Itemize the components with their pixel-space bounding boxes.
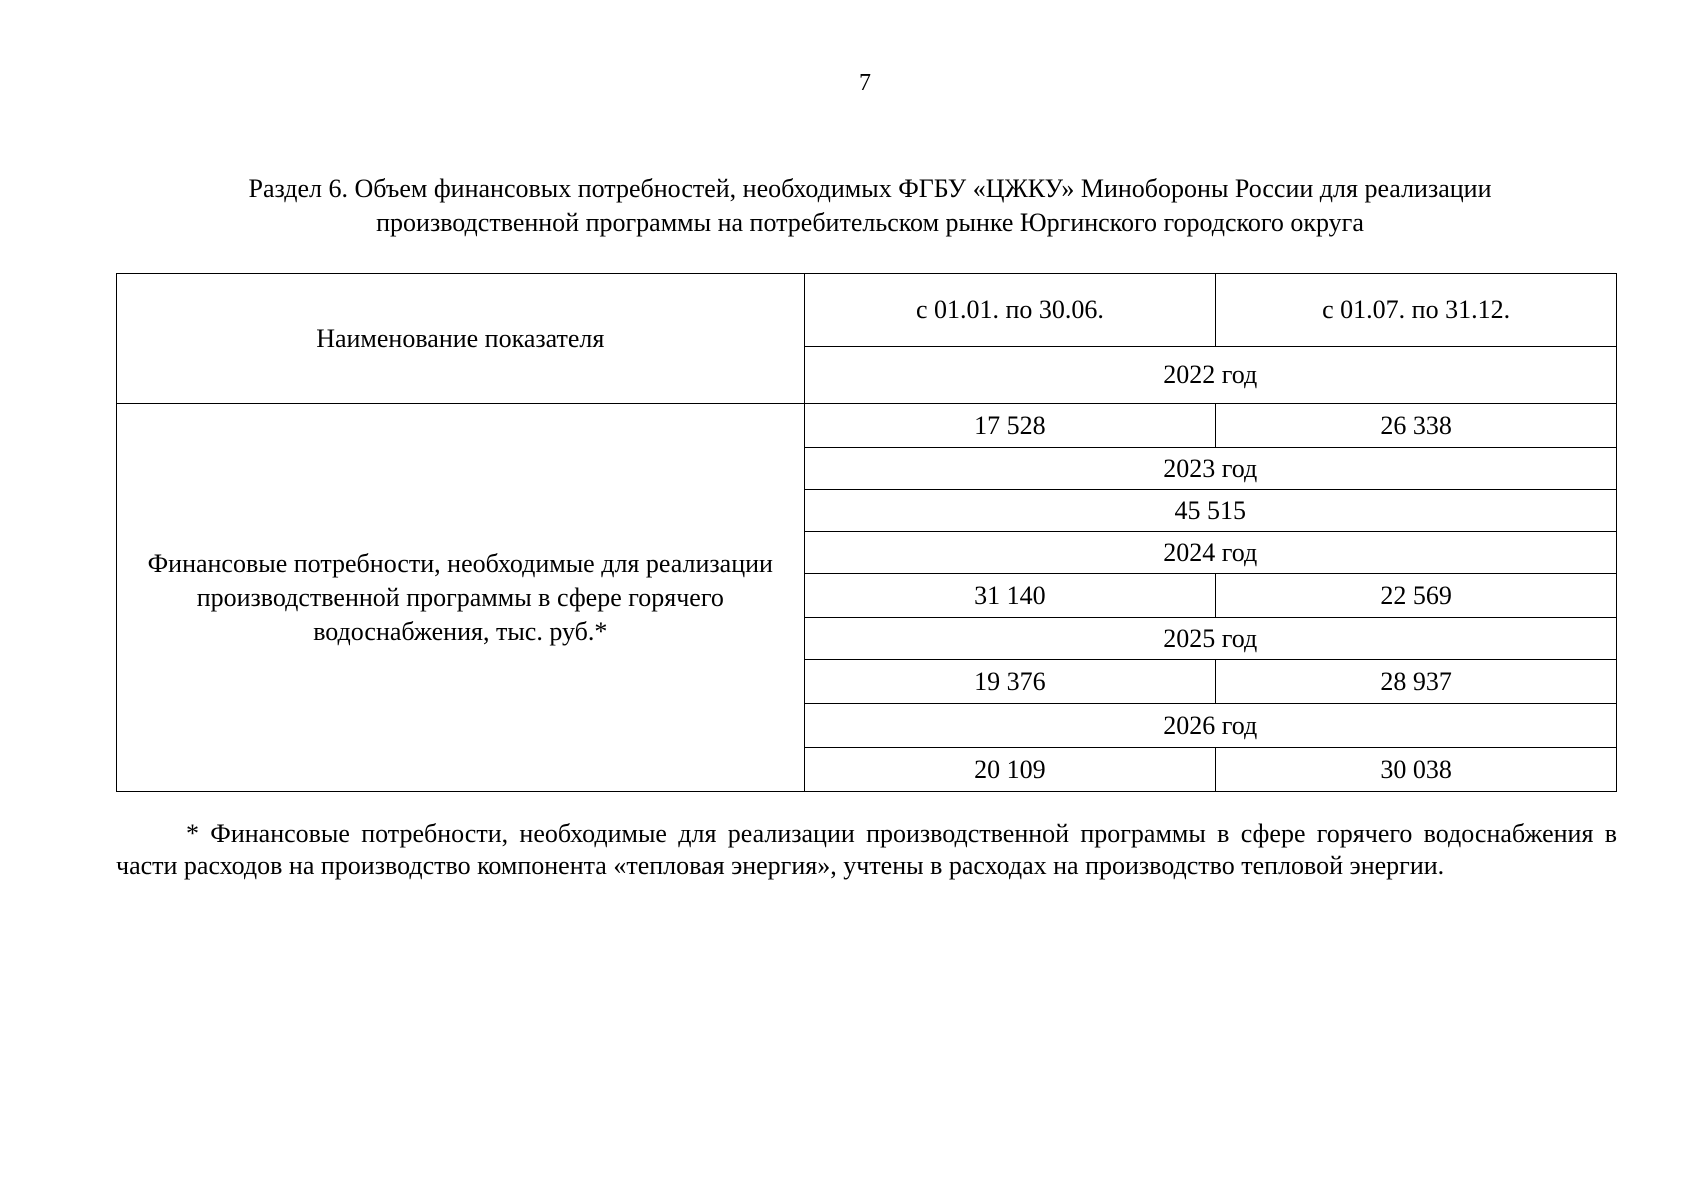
section-title-line-2: производственной программы на потребительском рынке Юргинского городского округа — [376, 208, 1364, 237]
header-period-2: с 01.07. по 31.12. — [1216, 274, 1617, 347]
header-indicator-name: Наименование показателя — [117, 274, 805, 404]
indicator-name-cell: Финансовые потребности, необходимые для реализации производственной программы в сфере горячего водоснабжения, тыс. руб.* — [117, 404, 805, 792]
value-2023-total: 45 515 — [804, 490, 1616, 532]
value-2026-h2: 30 038 — [1216, 748, 1617, 792]
value-2022-h2: 26 338 — [1216, 404, 1617, 448]
value-2022-h1: 17 528 — [804, 404, 1216, 448]
section-title-line-1: Раздел 6. Объем финансовых потребностей, необходимых ФГБУ «ЦЖКУ» Минобороны России для реализации — [248, 174, 1492, 203]
year-label-2024: 2024 год — [804, 532, 1616, 574]
value-2026-h1: 20 109 — [804, 748, 1216, 792]
year-label-2025: 2025 год — [804, 618, 1616, 660]
page-number: 7 — [859, 70, 871, 96]
table-header-row — [117, 274, 1617, 347]
value-2025-h2: 28 937 — [1216, 660, 1617, 704]
table-row — [117, 404, 1617, 448]
header-period-1: с 01.01. по 30.06. — [804, 274, 1216, 347]
value-2025-h1: 19 376 — [804, 660, 1216, 704]
year-label-2023: 2023 год — [804, 448, 1616, 490]
year-label-2022: 2022 год — [804, 347, 1616, 404]
footnote: * Финансовые потребности, необходимые для реализации производственной программы в сфере горячего водоснабжения в части расходов на производство компонента «тепловая энергия», учтены в расходах на производство тепловой энергии. — [116, 819, 1617, 880]
year-label-2026: 2026 год — [804, 704, 1616, 748]
financial-needs-table — [116, 273, 1617, 792]
value-2024-h1: 31 140 — [804, 574, 1216, 618]
value-2024-h2: 22 569 — [1216, 574, 1617, 618]
section-title — [170, 172, 1570, 240]
